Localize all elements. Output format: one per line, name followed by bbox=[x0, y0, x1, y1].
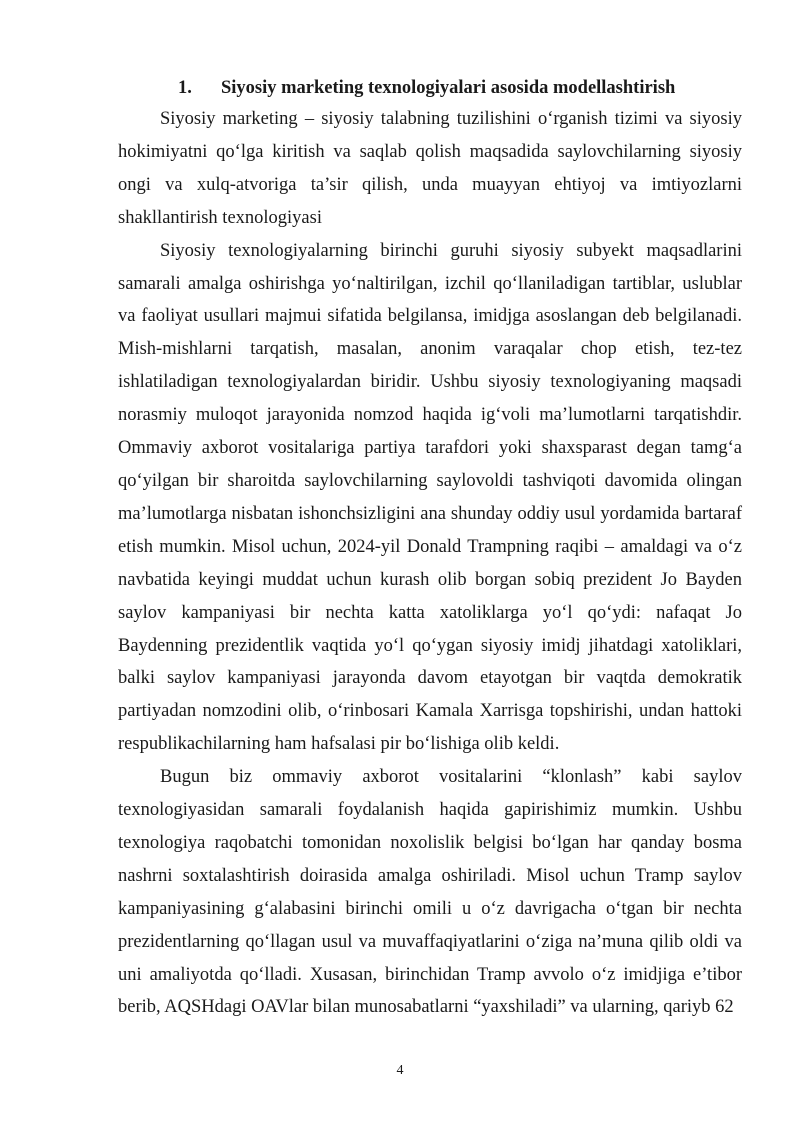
page-number: 4 bbox=[396, 1063, 404, 1078]
paragraph-technologies: Siyosiy texnologiyalarning birinchi guruhi siyosiy subyekt maqsadlarini samarali amalga oshirishga yo‘naltirilgan, izchil qo‘llaniladigan tartiblar, uslublar va faoliyat usullari majmui sifatida belgilansa, imidjga asoslangan deb belgilanadi. Mish-mishlarni tarqatish, masalan, anonim varaqalar chop etish, tez-tez ishlatiladigan texnologiyalardan biridir. Ushbu siyosiy texnologiyaning maqsadi norasmiy muloqot jarayonida nomzod haqida ig‘voli ma’lumotlarni tarqatishdir. Ommaviy axborot vositalariga partiya tarafdori yoki shaxsparast degan tamg‘a qo‘yilgan bir sharoitda saylovchilarning saylovoldi tashviqoti davomida olingan ma’lumotlarga nisbatan ishonchsizligini ana shunday oddiy usul yordamida bartaraf etish mumkin. Misol uchun, 2024-yil Donald Trampning raqibi – amaldagi va o‘z navbatida keyingi muddat uchun kurash olib borgan sobiq prezident Jo Bayden saylov kampaniyasi bir nechta katta xatoliklarga yo‘l qo‘ydi: nafaqat Jo Baydenning prezidentlik vaqtida yo‘l qo‘ygan siyosiy imidj jihatdagi xatoliklari, balki saylov kampaniyasi jarayonda davom etayotgan bir vaqtda demokratik partiyadan nomzodini olib, o‘rinbosari Kamala Xarrisga topshirishi, undan hattoki respublikachilarning ham hafsalasi pir bo‘lishiga olib keldi. bbox=[118, 240, 742, 755]
paragraph-media-cloning: Bugun biz ommaviy axborot vositalarini “klonlash” kabi saylov texnologiyasidan samarali foydalanish haqida gapirishimiz mumkin. Ushbu texnologiya raqobatchi tomonidan noxolislik belgisi bo‘lgan har qanday bosma nashrni soxtalashtirish doirasida amalga oshiriladi. Misol uchun Tramp saylov kampaniyasining g‘alabasini birinchi omili u o‘z davrigacha o‘tgan bir nechta prezidentlarning qo‘llagan usul va muvaffaqiyatlarini o‘ziga na’muna qilib oldi va uni amaliyotda qo‘lladi. Xusasan, birinchidan Tramp avvolo o‘z imidjiga e’tibor berib, AQSHdagi OAVlar bilan munosabatlarni “yaxshiladi” va ularning, qariyb 62 bbox=[118, 767, 742, 1018]
section-number: 1. bbox=[178, 78, 192, 98]
paragraph-definition: Siyosiy marketing – siyosiy talabning tuzilishini o‘rganish tizimi va siyosiy hokimiyatni qo‘lga kiritish va saqlab qolish maqsadida saylovchilarning siyosiy ongi va xulq-atvoriga ta’sir qilish, unda muayyan ehtiyoj va imtiyozlarni shakllantirish texnologiyasi bbox=[118, 109, 742, 228]
body-text bbox=[118, 103, 742, 1024]
section-title: Siyosiy marketing texnologiyalari asosida modellashtirish bbox=[221, 78, 676, 98]
